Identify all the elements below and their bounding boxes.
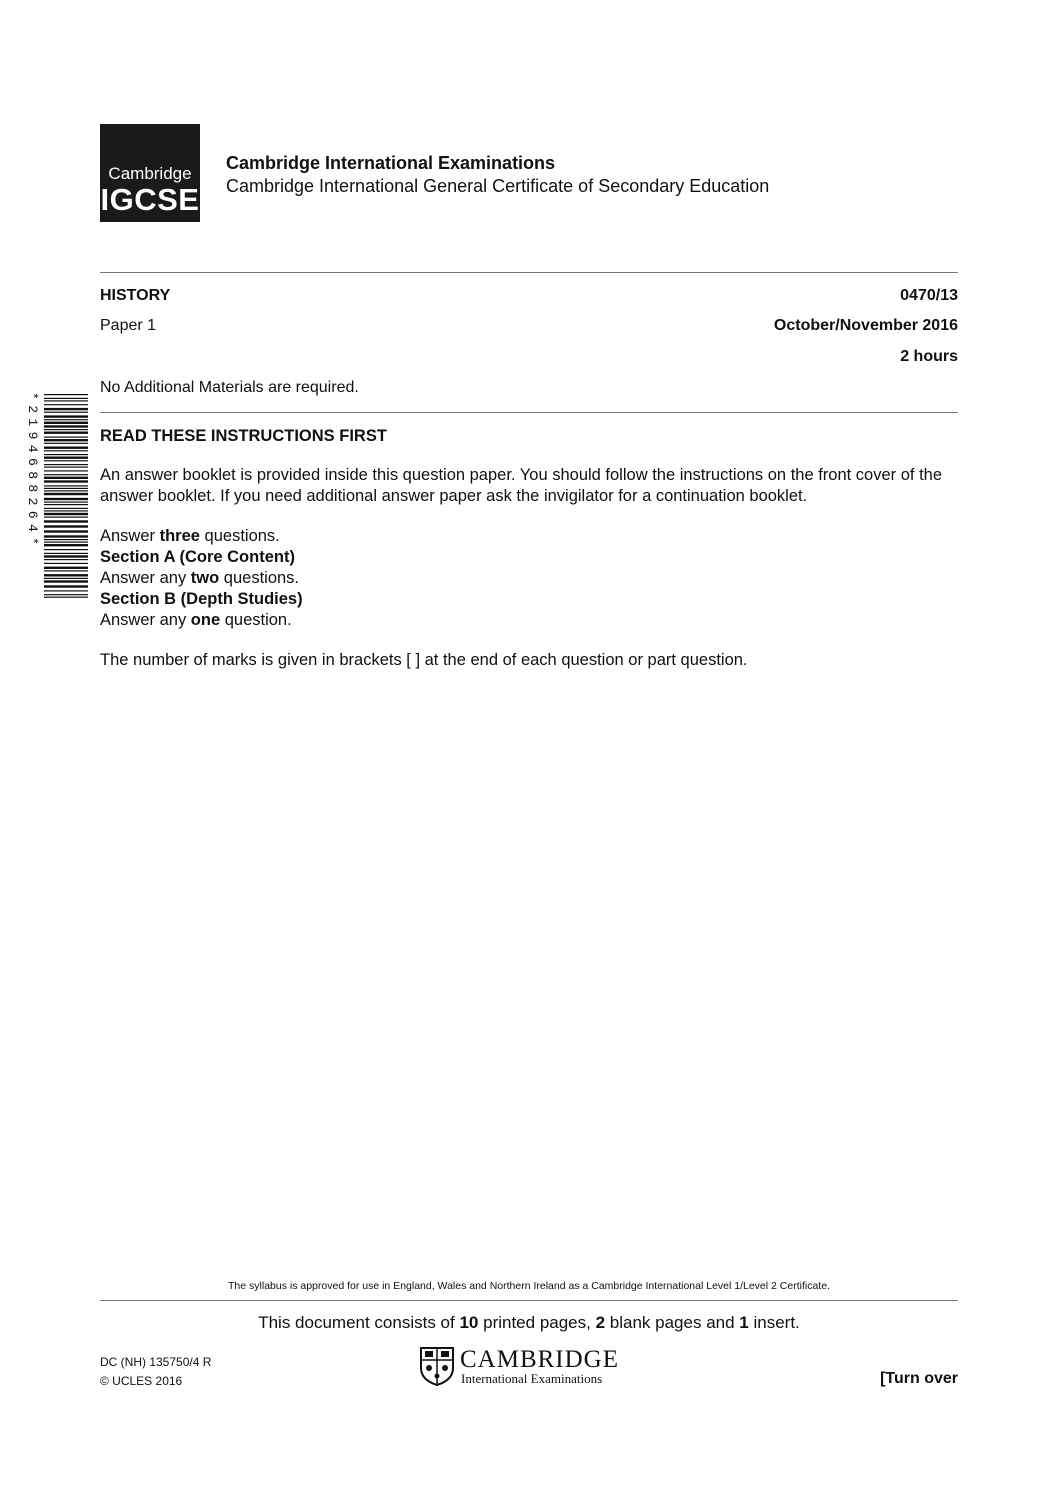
barcode-bar (44, 425, 88, 427)
materials-note: No Additional Materials are required. (100, 379, 359, 396)
barcode-bar (44, 559, 88, 560)
barcode-bar (44, 555, 88, 557)
paper-code: 0470/13 (900, 287, 958, 304)
barcode-bar (44, 415, 88, 417)
document-contents-line (100, 1313, 958, 1333)
section-a-count: two (190, 569, 220, 587)
barcode-bar (44, 563, 88, 564)
exam-session: October/November 2016 (773, 317, 958, 334)
barcode-bar (44, 578, 88, 579)
answer-count: three (159, 527, 200, 545)
barcode-bar (44, 467, 88, 468)
blank-pages-label: blank pages and (605, 1313, 740, 1332)
barcode-bar (44, 394, 88, 395)
barcode-bar (44, 474, 88, 475)
candidate-barcode (25, 392, 90, 602)
barcode-bar (44, 432, 88, 434)
printed-pages-label: printed pages, (478, 1313, 596, 1332)
footer-divider (100, 1300, 958, 1301)
barcode-bar (44, 549, 88, 550)
barcode-bar (44, 597, 88, 598)
section-b-instruction (100, 610, 960, 631)
barcode-bar (44, 437, 88, 438)
insert-label: insert. (748, 1313, 800, 1332)
barcode-bar (44, 470, 88, 471)
barcode-bar (44, 539, 88, 540)
barcode-bar (44, 590, 88, 591)
barcode-bar (44, 580, 88, 582)
answer-count-line (100, 526, 960, 547)
section-a-prefix: Answer any (100, 569, 191, 587)
barcode-bar (44, 457, 88, 459)
printed-pages-count: 10 (459, 1313, 479, 1332)
barcode-text: *2194688264* (25, 392, 40, 551)
syllabus-note: The syllabus is approved for use in England, Wales and Northern Ireland as a Cambridge International Level 1/Level 2 Certificate. (228, 1280, 830, 1292)
barcode-bar (44, 477, 88, 479)
section-b-title: Section B (Depth Studies) (100, 590, 303, 608)
logo-cambridge-text: Cambridge (108, 164, 192, 183)
barcode-bar (44, 525, 88, 527)
barcode-bar (44, 398, 88, 399)
barcode-bar (44, 574, 88, 576)
barcode-bar (44, 460, 88, 461)
section-a-title: Section A (Core Content) (100, 548, 295, 566)
barcode-bar (44, 567, 88, 569)
barcode-bar (44, 535, 88, 537)
cambridge-wordmark: CAMBRIDGE (460, 1346, 620, 1373)
barcode-bar (44, 443, 88, 444)
barcode-bar (44, 429, 88, 430)
answer-suffix: questions. (199, 527, 280, 545)
igcse-logo (100, 124, 200, 222)
org-title: Cambridge International Examinations (226, 153, 556, 173)
barcode-bar (44, 454, 88, 455)
consists-prefix: This document consists of (258, 1313, 460, 1332)
barcode-bar (44, 404, 88, 405)
barcode-bar (44, 490, 88, 491)
marks-note: The number of marks is given in brackets [ ] at the end of each question or part question. (100, 651, 748, 669)
cambridge-wordmark-subtitle: International Examinations (461, 1371, 603, 1386)
barcode-bar (44, 485, 88, 486)
instructions-divider (100, 412, 958, 413)
cambridge-crest-icon (419, 1346, 455, 1386)
exam-duration: 2 hours (900, 348, 958, 365)
barcode-bar (44, 553, 88, 554)
section-a-instruction (100, 568, 960, 589)
org-subtitle: Cambridge International General Certificate of Secondary Education (226, 176, 770, 196)
barcode-bar (44, 530, 88, 532)
answer-prefix: Answer (100, 527, 160, 545)
barcode-bar (44, 502, 88, 503)
barcode-bar (44, 517, 88, 518)
subject-label: HISTORY (100, 287, 171, 304)
section-b-count: one (190, 611, 221, 629)
instructions-heading: READ THESE INSTRUCTIONS FIRST (100, 427, 387, 445)
barcode-bar (44, 408, 88, 410)
header-divider (100, 272, 958, 273)
barcode-bar (44, 488, 88, 489)
document-reference: DC (NH) 135750/4 R (100, 1355, 212, 1369)
barcode-bar (44, 419, 88, 420)
barcode-bar (44, 570, 88, 571)
barcode-bar (44, 585, 88, 587)
barcode-bar (44, 508, 88, 509)
barcode-bar (44, 480, 88, 482)
blank-pages-count: 2 (595, 1313, 606, 1332)
section-b-suffix: question. (220, 611, 292, 629)
insert-count: 1 (739, 1313, 749, 1332)
barcode-bar (44, 504, 88, 505)
booklet-instructions: An answer booklet is provided inside this question paper. You should follow the instructions on the front cover of the answer booklet. If you need additional answer paper ask the invigilator for a continuation booklet. (100, 466, 943, 505)
barcode-bar (44, 542, 88, 543)
barcode-bar (44, 510, 88, 511)
barcode-bar (44, 520, 88, 522)
barcode-bar (44, 493, 88, 495)
barcode-bar (44, 450, 88, 451)
barcode-bar (44, 447, 88, 449)
barcode-bar (44, 422, 88, 424)
barcode-bar (44, 594, 88, 595)
barcode-bar (44, 513, 88, 515)
barcode-bar (44, 400, 88, 401)
barcode-bar (44, 498, 88, 500)
paper-label: Paper 1 (100, 317, 157, 334)
section-a-suffix: questions. (219, 569, 300, 587)
barcode-bar (44, 412, 88, 413)
section-b-prefix: Answer any (100, 611, 191, 629)
barcode-bar (44, 544, 88, 546)
copyright-notice: © UCLES 2016 (100, 1374, 183, 1388)
barcode-bar (44, 439, 88, 441)
turn-over-label: [Turn over (880, 1370, 958, 1387)
logo-igcse-text: IGCSE (100, 182, 200, 217)
barcode-bar (44, 464, 88, 465)
